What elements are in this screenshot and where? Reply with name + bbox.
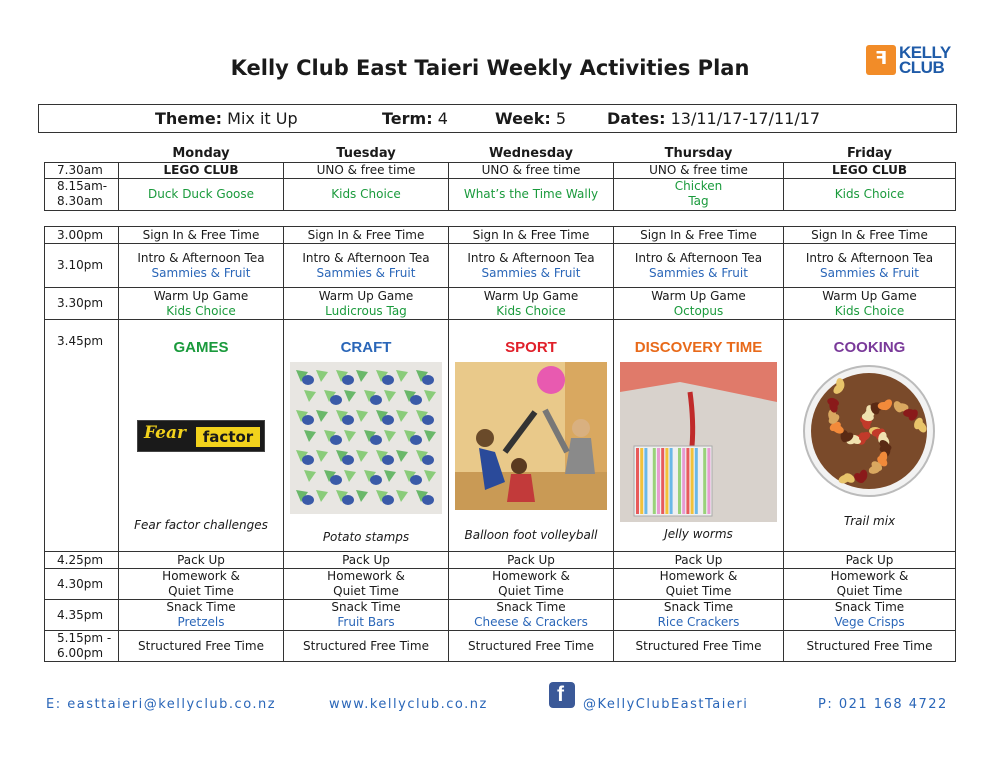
activity-line: Quiet Time <box>168 584 234 598</box>
activity-line: Snack Time <box>663 600 734 614</box>
day-header: Wednesday <box>449 146 614 162</box>
table-row <box>45 600 956 631</box>
term-label: Term: <box>382 109 433 128</box>
activity-cell: Structured Free Time <box>614 631 784 662</box>
activity-cell: Sign In & Free Time <box>119 227 284 244</box>
activity-cell <box>284 569 449 600</box>
fear-factor-logo <box>137 420 265 452</box>
activity-cell: Structured Free Time <box>119 631 284 662</box>
activity-line: Homework & <box>659 569 738 583</box>
activity-line: Sammies & Fruit <box>820 265 919 280</box>
activity-caption: Jelly worms <box>664 527 733 541</box>
activity-caption: Potato stamps <box>322 530 410 544</box>
footer-website[interactable]: www.kellyclub.co.nz <box>329 697 488 712</box>
time-cell: 4.25pm <box>45 552 119 569</box>
theme-info <box>155 109 298 128</box>
activity-line: Intro & Afternoon Tea <box>137 250 265 265</box>
activity-line: Chicken <box>674 179 723 193</box>
activity-cell: Sign In & Free Time <box>284 227 449 244</box>
activity-line: Intro & Afternoon Tea <box>805 250 934 265</box>
activity-cell: UNO & free time <box>284 162 449 178</box>
activity-line: Quiet Time <box>498 584 564 598</box>
kelly-club-logo <box>866 45 958 79</box>
activity-line: Sammies & Fruit <box>151 265 251 280</box>
dates-info <box>607 109 820 128</box>
activity-cell: Sign In & Free Time <box>784 227 956 244</box>
activity-cell: Structured Free Time <box>784 631 956 662</box>
dates-value: 13/11/17-17/11/17 <box>670 109 821 128</box>
activity-cell: UNO & free time <box>614 162 784 178</box>
activity-cell <box>784 244 956 288</box>
activity-line: Snack Time <box>331 600 401 614</box>
activity-line: Warm Up Game <box>318 288 414 303</box>
day-header: Monday <box>119 146 284 162</box>
logo-word: factor <box>196 427 260 447</box>
activity-cell-games <box>119 320 284 552</box>
activity-line: Kids Choice <box>166 303 236 318</box>
table-row <box>45 569 956 600</box>
activity-line: Octopus <box>673 303 724 318</box>
table-row <box>45 178 956 210</box>
activity-cell-discovery <box>614 320 784 552</box>
header-blank <box>45 146 119 162</box>
logo-line-1: KELLY <box>899 43 951 62</box>
activity-cell <box>784 569 956 600</box>
term-value: 4 <box>437 109 448 128</box>
activity-cell: Pack Up <box>614 552 784 569</box>
activity-caption: Trail mix <box>843 514 896 528</box>
jelly-worms-image <box>620 362 777 522</box>
activity-title: DISCOVERY TIME <box>634 339 763 356</box>
activity-cell <box>449 600 614 631</box>
activity-cell: Kids Choice <box>784 178 956 210</box>
logo-text <box>899 45 951 75</box>
week-value: 5 <box>555 109 567 128</box>
activity-line: Quiet Time <box>836 584 903 598</box>
time-cell: 3.30pm <box>45 288 119 320</box>
activity-title: SPORT <box>505 339 557 356</box>
activity-line: Sammies & Fruit <box>649 265 748 280</box>
activity-line: Vege Crisps <box>834 615 905 629</box>
time-line: 8.30am <box>57 194 103 208</box>
activity-cell: UNO & free time <box>449 162 614 178</box>
theme-label: Theme: <box>155 109 223 128</box>
footer-facebook[interactable]: @KellyClubEastTaieri <box>583 697 749 712</box>
time-cell: 4.30pm <box>45 569 119 600</box>
table-row <box>45 162 956 178</box>
time-cell: 4.35pm <box>45 600 119 631</box>
day-header: Thursday <box>614 146 784 162</box>
time-cell: 7.30am <box>45 162 119 178</box>
activity-cell: LEGO CLUB <box>119 162 284 178</box>
activity-cell: Pack Up <box>784 552 956 569</box>
activity-cell <box>119 244 284 288</box>
activity-cell <box>614 244 784 288</box>
time-line: 8.15am- <box>57 179 108 193</box>
balloon-volleyball-image <box>455 362 607 510</box>
activity-cell-cooking <box>784 320 956 552</box>
theme-value: Mix it Up <box>227 109 298 128</box>
activity-cell <box>449 569 614 600</box>
logo-word: Fear <box>144 423 186 443</box>
activity-cell <box>614 288 784 320</box>
time-cell: 3.45pm <box>45 320 119 552</box>
activity-line: Tag <box>688 194 709 208</box>
activity-cell <box>119 569 284 600</box>
morning-schedule-table <box>44 146 956 211</box>
activity-line: Ludicrous Tag <box>325 303 407 318</box>
activity-cell <box>284 288 449 320</box>
activity-cell: Pack Up <box>119 552 284 569</box>
activity-cell <box>614 600 784 631</box>
activity-line: Snack Time <box>834 600 905 614</box>
activity-line: Kids Choice <box>834 303 905 318</box>
activity-cell: Pack Up <box>284 552 449 569</box>
activity-title: CRAFT <box>340 339 392 356</box>
activity-cell-sport <box>449 320 614 552</box>
activity-line: Fruit Bars <box>337 615 395 629</box>
day-header-row <box>45 146 956 162</box>
time-cell <box>45 631 119 662</box>
activity-line: Homework & <box>830 569 909 583</box>
activity-cell: Pack Up <box>449 552 614 569</box>
activity-cell-craft <box>284 320 449 552</box>
activity-caption: Balloon foot volleyball <box>464 528 598 542</box>
afternoon-schedule-table <box>44 226 956 662</box>
activity-cell: Kids Choice <box>284 178 449 210</box>
activity-cell: LEGO CLUB <box>784 162 956 178</box>
footer-phone: P: 021 168 4722 <box>818 697 948 712</box>
activity-line: Quiet Time <box>333 584 399 598</box>
activity-row <box>45 320 956 552</box>
activity-cell: Sign In & Free Time <box>614 227 784 244</box>
plan-info-bar <box>38 104 957 133</box>
day-header: Tuesday <box>284 146 449 162</box>
activity-line: Rice Crackers <box>657 615 740 629</box>
activity-cell <box>784 288 956 320</box>
time-cell <box>45 178 119 210</box>
time-cell: 3.00pm <box>45 227 119 244</box>
activity-cell <box>614 569 784 600</box>
activity-line: Cheese & Crackers <box>474 615 588 629</box>
activity-line: Homework & <box>327 569 405 583</box>
activity-cell <box>284 244 449 288</box>
activity-line: Kids Choice <box>496 303 566 318</box>
activity-cell: Structured Free Time <box>284 631 449 662</box>
activity-line: Intro & Afternoon Tea <box>302 250 430 265</box>
activity-cell: Structured Free Time <box>449 631 614 662</box>
table-row <box>45 227 956 244</box>
activity-cell <box>119 600 284 631</box>
time-line: 5.15pm - <box>57 631 112 645</box>
footer-email[interactable]: E: easttaieri@kellyclub.co.nz <box>46 697 277 712</box>
activity-line: Warm Up Game <box>153 288 249 303</box>
activity-line: Snack Time <box>166 600 236 614</box>
activity-cell <box>449 244 614 288</box>
activity-line: Warm Up Game <box>822 288 917 303</box>
dates-label: Dates: <box>607 109 666 128</box>
table-row <box>45 244 956 288</box>
runner-icon: ꟻ <box>866 45 896 75</box>
activity-cell: Duck Duck Goose <box>119 178 284 210</box>
activity-line: Homework & <box>162 569 240 583</box>
activity-title: GAMES <box>173 339 229 356</box>
activity-cell <box>449 288 614 320</box>
activity-line: Sammies & Fruit <box>481 265 581 280</box>
activity-line: Sammies & Fruit <box>316 265 416 280</box>
time-line: 6.00pm <box>57 646 104 660</box>
logo-line-2: CLUB <box>899 58 945 77</box>
activity-line: Snack Time <box>496 600 566 614</box>
activity-cell: Sign In & Free Time <box>449 227 614 244</box>
table-row <box>45 552 956 569</box>
activity-line: Warm Up Game <box>651 288 746 303</box>
term-info <box>382 109 448 128</box>
activity-caption: Fear factor challenges <box>134 518 268 532</box>
activity-line: Pretzels <box>177 615 225 629</box>
activity-cell <box>119 288 284 320</box>
activity-line: Intro & Afternoon Tea <box>467 250 595 265</box>
activity-title: COOKING <box>833 339 906 356</box>
page-title: Kelly Club East Taieri Weekly Activities Plan <box>230 56 750 80</box>
activity-cell <box>614 178 784 210</box>
activity-line: Quiet Time <box>665 584 732 598</box>
day-header: Friday <box>784 146 956 162</box>
activity-cell <box>784 600 956 631</box>
trail-mix-image <box>802 364 936 498</box>
potato-stamp-image <box>290 362 442 514</box>
activity-cell: What’s the Time Wally <box>449 178 614 210</box>
activity-line: Homework & <box>492 569 570 583</box>
activity-line: Warm Up Game <box>483 288 579 303</box>
table-row <box>45 631 956 662</box>
week-label: Week: <box>495 109 551 128</box>
activity-cell <box>284 600 449 631</box>
activity-line: Intro & Afternoon Tea <box>634 250 763 265</box>
facebook-icon[interactable]: f <box>549 682 575 708</box>
time-cell: 3.10pm <box>45 244 119 288</box>
table-row <box>45 288 956 320</box>
week-info <box>495 109 566 128</box>
